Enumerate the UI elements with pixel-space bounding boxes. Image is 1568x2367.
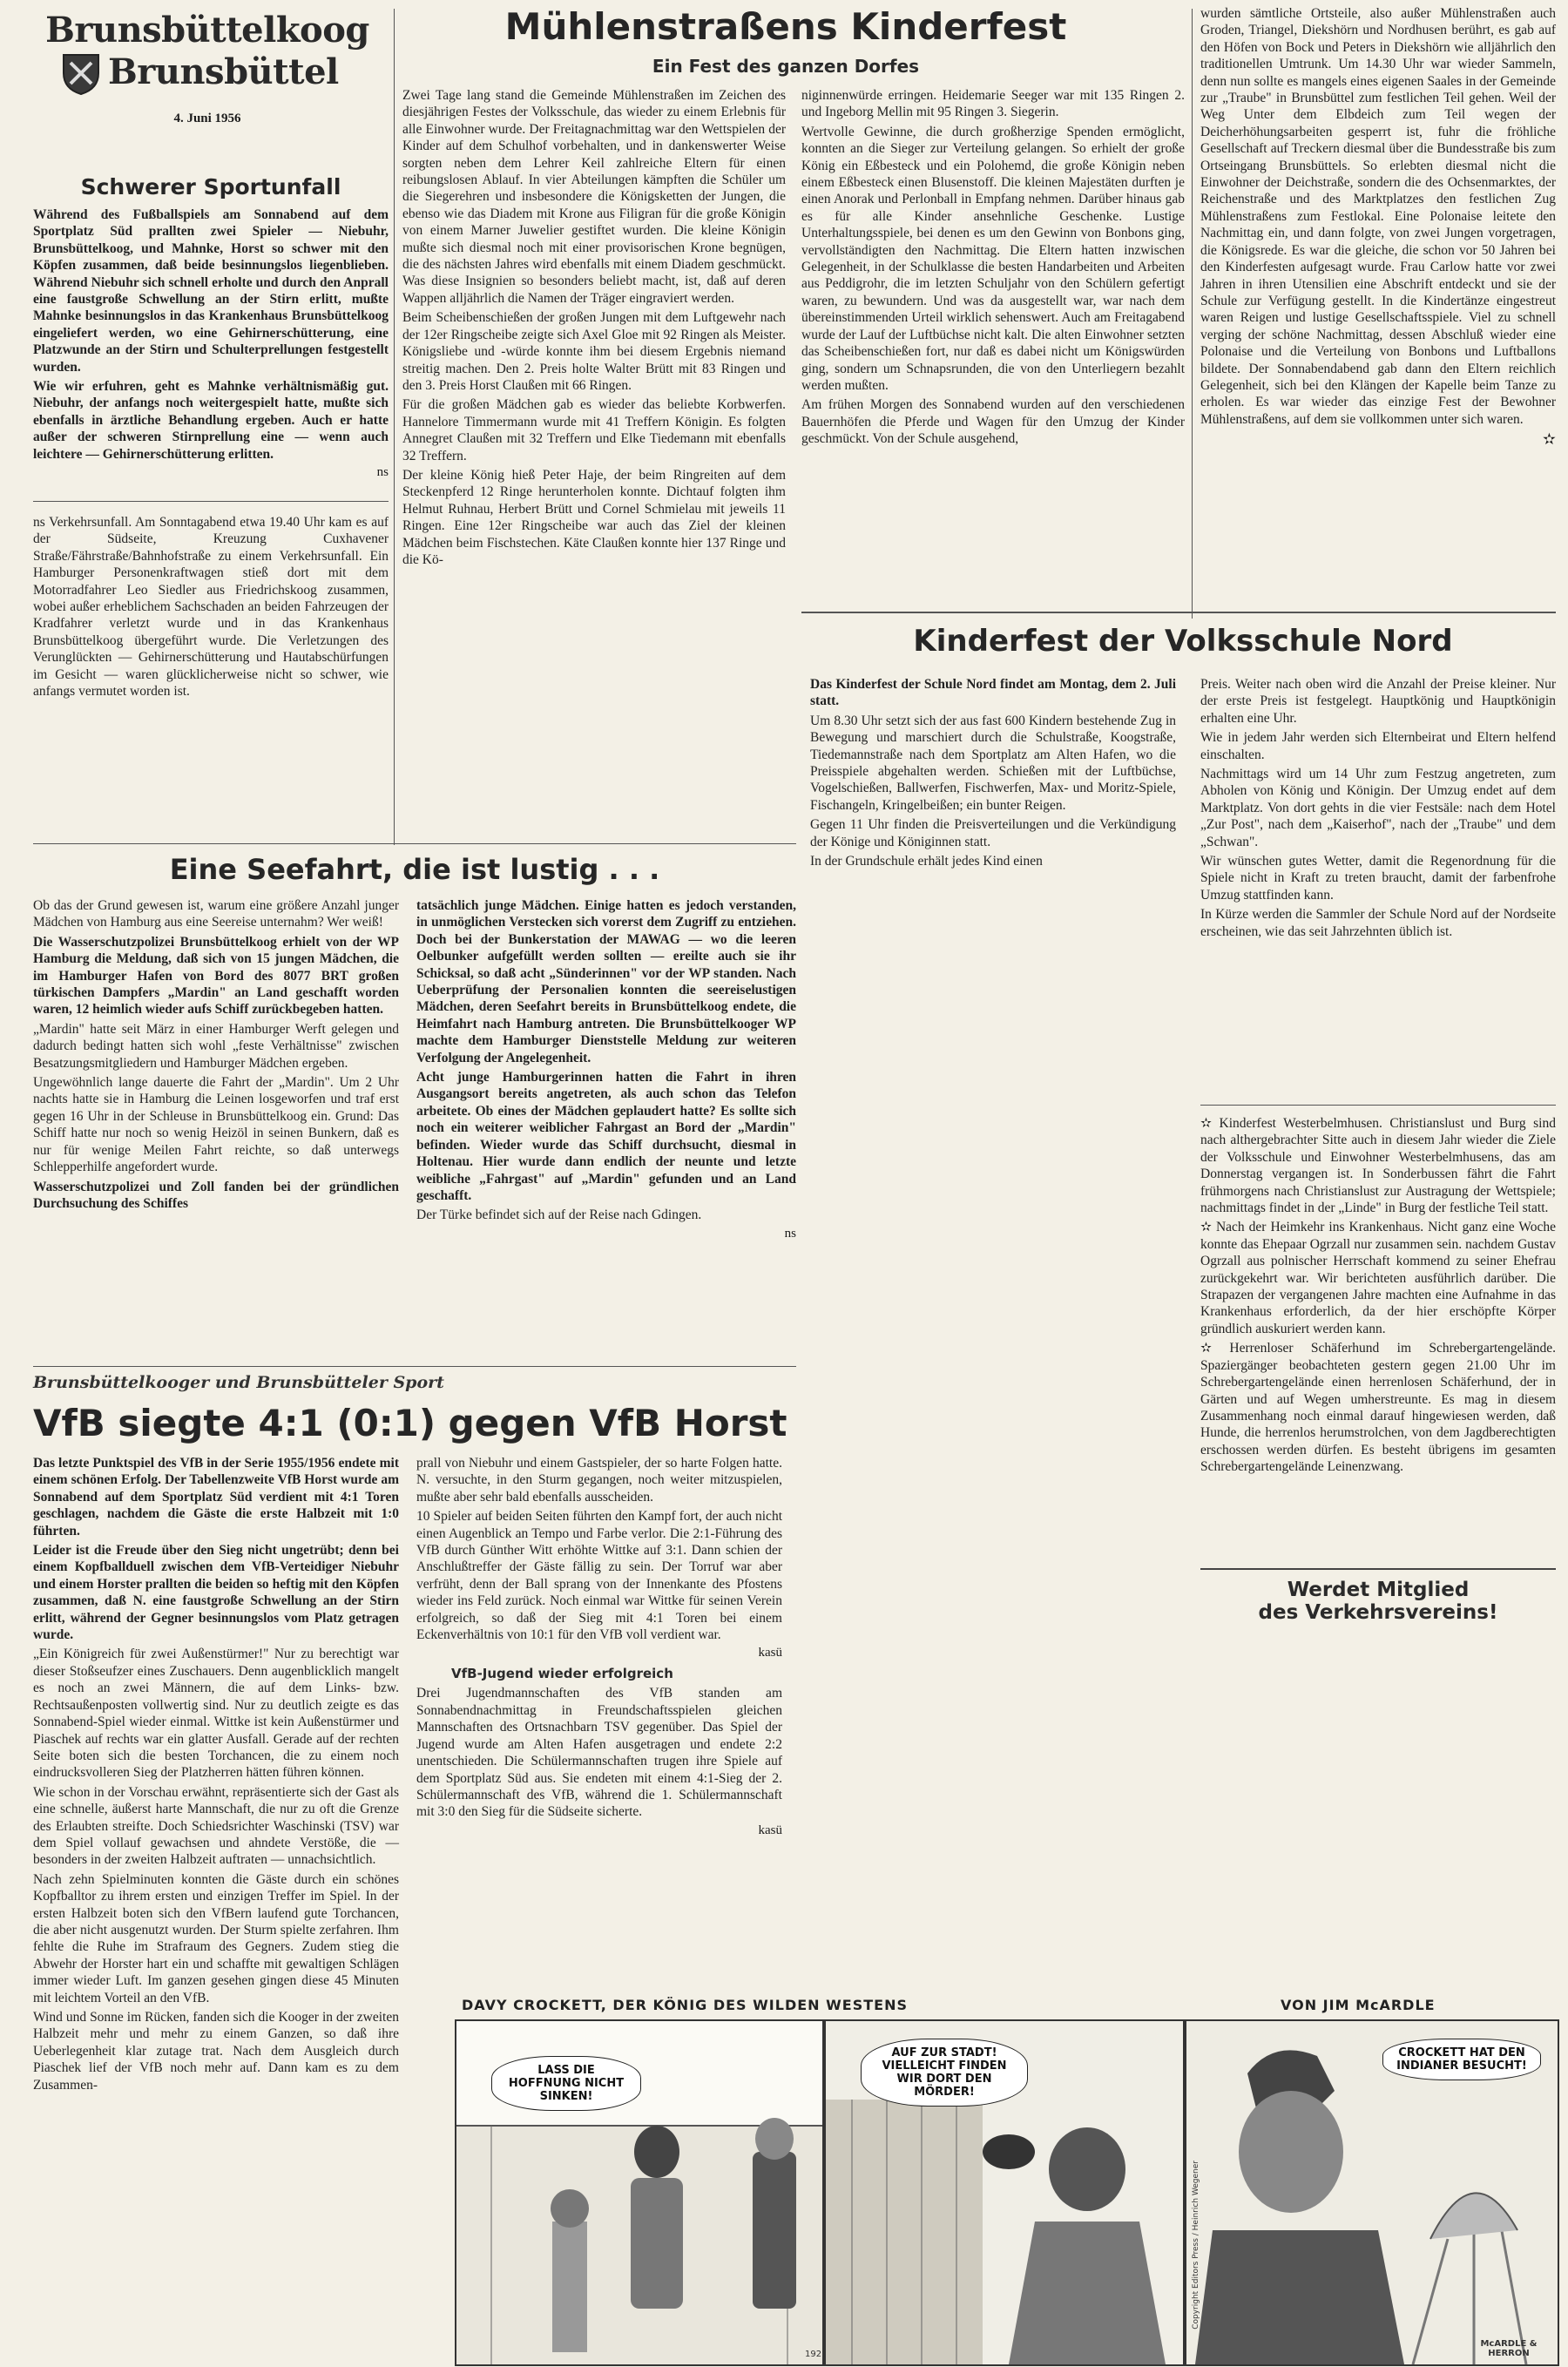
- article-paragraph: Während des Fußballspiels am Sonnabend auf dem Sportplatz Süd prallten zwei Spieler — Niebuhr, Brunsbüttelkoog, und Mahnke, Horst so schwer mit den Köpfen zusammen, daß beide besinnungslos liegenblieben. Während Niebuhr sich schnell erholte und durch den Anprall eine faustgroße Schwellung an der Stirn erlitt, mußte Mahnke besinnungslos in das Krankenhaus Brunsbüttelkoog eingeliefert werden, wo eine Gehirnerschütterung, eine Platzwunde an der Stirn und Schulterprellungen festgestellt wurden.: [33, 207, 389, 375]
- article-paragraph: Wertvolle Gewinne, die durch großherzige Spenden ermöglicht, konnten an die Sieger zur Verteilung gelangen. So erhielt der große König ein Eßbesteck und ein Polohemd, die große Königin neben einem Eßbesteck einen Blusenstoff. Die kleinen Majestäten durften je einen Anorak und Perlonball in Empfang nehmen. Darüber hinaus gab es für alle Kinder ansehnliche Geschenke. Lustige Unterhaltungsspiele, bei denen es um den Gewinn von Bonbons ging, vervollständigten den Nachmittag. Die Eltern hatten inzwischen Gelegenheit, in der Schulklasse die besten Handarbeiten und Arbeiten aus Peddigrohr, die im letzten Schuljahr von den Schülern gefertigt waren, zu bewundern. Und was da ausgestellt war, war nach dem übereinstimmenden Urteil wirklich sehenswert. Auch am Freitagabend wurde der Lauf der Luftbüchse nicht kalt. Die alten Einwohner setzten das Scheibenschießen fort, nur daß es dabei nicht um Königswürden ging, sondern um Schnapsrunden, die von den Unterliegern bezahlt werden mußten.: [801, 124, 1185, 393]
- article-sport-header: [33, 1401, 796, 1446]
- article-paragraph: Beim Scheibenschießen der großen Jungen mit dem Luftgewehr nach der 12er Ringscheibe zeigte sich Axel Gloe mit 92 Ringen als Meister. Königsliebe und -würde konnte ihm bei diesem Ergebnis niemand streitig machen. Den 2. Preis holte Walter Brütt mit 83 Ringen und den 3. Preis Horst Claußen mit 66 Ringen.: [402, 310, 786, 393]
- article-text: Nach der Heimkehr ins Krankenhaus. Nicht ganz eine Woche konnte das Ehepaar Ogrzall nur zusammen sein. nachdem Gustav Ogrzall aus polnischer Herrschaft kommend zu seiner Ehefrau zurückgekehrt war. Wir berichteten ausführlich darüber. Die Strapazen der vergangenen Jahre machten eine Aufnahme in das Krankenhaus erforderlich, da der hier erschöpfte Körper gründlich auskuriert werden kann.: [1200, 1220, 1556, 1336]
- article-text: Kinderfest Westerbelmhusen. Christianslust und Burg sind nach althergebrachter Sitte auch in diesem Jahr wieder die Ziele der Volksschule und Einwohner Westerbelmhusens, das am Donnerstag vergangen ist. In Sonderbussen fährt die Fahrt frühmorgens nach Christianslust zur Austragung der Wettspiele; nachmittags findet in der „Linde" in Burg der festliche Teil statt.: [1200, 1116, 1556, 1216]
- masthead-line2: Brunsbüttel: [108, 51, 339, 92]
- divider: [33, 843, 796, 844]
- article-title: Eine Seefahrt, die ist lustig . . .: [169, 853, 660, 886]
- article-paragraph: Acht junge Hamburgerinnen hatten die Fahrt in ihren Ausgangsort bereits angetreten, als auch schon das Telefon arbeitete. Ob eines der Mädchen geplaudert hatte? Es sollte sich noch ein weiterer weiblicher Fahrgast an Bord der „Mardin" befinden. Wieder wurde das Schiff durchsucht, diesmal in Holtenau. Hier wurde dann endlich der neunte und letzte weibliche „Fahrgast" auf „Mardin" gefunden und an Land geschafft.: [416, 1070, 796, 1203]
- author-sig: kasü: [758, 1646, 782, 1660]
- comic-panel-3: [1185, 2019, 1559, 2366]
- section-kicker: Brunsbüttelkooger und Brunsbütteler Sport: [33, 1373, 444, 1392]
- article-paragraph: Wasserschutzpolizei und Zoll fanden bei der gründlichen Durchsuchung des Schiffes: [33, 1179, 399, 1211]
- article-verkehrsunfall: [33, 514, 389, 702]
- kinderfest-column-3: [1200, 5, 1556, 449]
- speech-balloon: AUF ZUR STADT! VIELLEICHT FINDEN WIR DORT DEN MÖRDER!: [861, 2039, 1028, 2107]
- comic-title: DAVY CROCKETT, DER KÖNIG DES WILDEN WESTENS: [462, 1997, 908, 2013]
- divider: [801, 612, 1556, 613]
- masthead: [24, 10, 390, 126]
- article-paragraph: Das letzte Punktspiel des VfB in der Serie 1955/1956 endete mit einem schönen Erfolg. Der Tabellenzweite VfB Horst wurde am Sonnabend auf dem Sportplatz Süd verdient mit 4:1 Toren geschlagen, nachdem die Gäste die erste Halbzeit mit 1:0 führten.: [33, 1456, 399, 1539]
- comic-copyright: Copyright Editors Press / Heinrich Wegener: [1192, 2161, 1200, 2330]
- article-paragraph: prall von Niebuhr und einem Gastspieler, der so harte Folgen hatte. N. versuchte, in den Sturm gegangen, noch weiter mitzuspielen, mußte aber sehr bald ebenfalls ausscheiden.: [416, 1456, 782, 1505]
- article-nord-header: [810, 624, 1556, 659]
- author-sig: kasü: [758, 1823, 782, 1837]
- article-text: Herrenloser Schäferhund im Schrebergartengelände. Spaziergänger beobachteten gestern gegen 21.00 Uhr im Schrebergartengelände einen herrenlosen Schäferhund, der in Gärten und auf Wegen umherstreunte. Es mag in diesem Zusammenhang noch einmal darauf hingewiesen werden, daß Hunde, die herrenlos herumstrolchen, von dem Jagdberechtigten erschossen werden dürfen. Es besteht übrigens im gesamten Schrebergartengelände Leinenzwang.: [1200, 1341, 1556, 1475]
- column-rule: [1192, 9, 1193, 619]
- article-paragraph: Drei Jugendmannschaften des VfB standen am Sonnabendnachmittag in Freundschaftsspielen gleichen Mannschaften des Ortsnachbarn TSV gegenüber. Das Spiel der Jugend wurde am Alten Hafen ausgetragen und endete 2:2 unentschieden. Die Schülermannschaften trugen ihre Spiele auf dem Sportplatz Süd aus. Sie endeten mit einem 4:1-Sieg der 2. Schülermannschaft des VfB, während die 1. Schülermannschaft mit 3:0 den Sieg für die Südseite sicherte.: [416, 1686, 782, 1820]
- verkehrsverein-box: [1200, 1568, 1556, 1624]
- article-lead: Das Kinderfest der Schule Nord findet am Montag, dem 2. Juli statt.: [810, 677, 1176, 709]
- article-paragraph: niginnenwürde erringen. Heidemarie Seeger war mit 135 Ringen 2. und Ingeborg Mellin mit 95 Ringen 3. Siegerin.: [801, 88, 1185, 120]
- comic-signature: McARDLE & HERRON: [1480, 2339, 1538, 2358]
- comic-number: 192: [805, 2350, 822, 2359]
- article-sportunfall: [33, 174, 389, 480]
- divider: [33, 501, 389, 502]
- article-paragraph: 10 Spieler auf beiden Seiten führten den Kampf fort, der auch nicht einen Augenblick an Tempo und Farbe verlor. Die 2:1-Führung des VfB durch Günther Witt erhöhte Wittke auf 3:1. Dann schien der Anschlußtreffer der Gäste fällig zu sein. Der Torruf war aber verfrüht, denn der Ball sprang von der Innenkante des Pfostens wieder ins Feld zurück. Noch einmal war Wittke für seinen Verein erfolgreich, so daß der Sieg mit 4:1 Toren bei einem Eckenverhältnis von 10:1 für den VfB voll verdient war.: [416, 1509, 782, 1643]
- article-paragraph: Am frühen Morgen des Sonnabend wurden auf den verschiedenen Bauernhöfen die Pferde und Wagen für den Umzug der Kinder geschmückt. Von der Schule ausgehend,: [801, 397, 1185, 447]
- article-paragraph: Der Türke befindet sich auf der Reise nach Gdingen.: [416, 1207, 702, 1223]
- article-kinderfest-header: [402, 5, 1169, 77]
- comic-author: VON JIM McARDLE: [1281, 1997, 1436, 2013]
- article-paragraph: Für die großen Mädchen gab es wieder das beliebte Korbwerfen. Hannelore Timmermann wurde mit 41 Treffern Königin. Es folgten Annegret Claußen mit 32 Treffern und Elke Tiedemann mit ebenfalls 32 Treffern.: [402, 397, 786, 463]
- article-paragraph: ns Verkehrsunfall. Am Sonntagabend etwa 19.40 Uhr kam es auf der Südseite, Kreuzung Cuxhavener Straße/Fährstraße/Bahnhofstraße zu einem Verkehrsunfall. Ein Hamburger Personenkraftwagen stieß dort mit dem Motorradfahrer Leo Siedler aus Friedrichskoog zusammen, wobei außer erheblichem Sachschaden an beiden Fahrzeugen der Kradfahrer verletzt wurde und in das Krankenhaus Brunsbüttelkoog übergeführt wurde. Die Verletzungen des Verunglückten — Gehirnerschütterung und Hautabschürfungen im Gesicht — waren glücklicherweise nicht so schwer, wie anfangs vermutet worden ist.: [33, 515, 389, 700]
- article-paragraph: Leider ist die Freude über den Sieg nicht ungetrübt; denn bei einem Kopfballduell zwischen dem VfB-Verteidiger Niebuhr und einem Horster prallten die beiden so heftig mit den Köpfen zusammen, daß N. eine faustgroße Schwellung an der Stirn erlitt, während der Gegner besinnungslos vom Platz getragen wurde.: [33, 1543, 399, 1643]
- article-paragraph: „Mardin" hatte seit März in einer Hamburger Werft gelegen und dadurch bedingt hatten sich wohl „feste Verhältnisse" zwischen Besatzungsmitgliedern und Hamburger Mädchen ergeben.: [33, 1021, 399, 1071]
- article-paragraph: In der Grundschule erhält jedes Kind einen: [810, 854, 1043, 869]
- comic-panel-1: [455, 2019, 824, 2366]
- article-paragraph: Nachmittags wird um 14 Uhr zum Festzug angetreten, zum Abholen von König und Königin. Der Umzug endet auf dem Marktplatz. Von dort gehts in die vier Festsäle: nach dem Hotel „Zur Post", nach dem „Kaiserhof", nach der „Traube" und dem „Schwan".: [1200, 767, 1556, 849]
- star-icon: ✫: [1200, 1116, 1220, 1131]
- article-title: Kinderfest der Volksschule Nord: [913, 624, 1453, 659]
- article-paragraph: Gegen 11 Uhr finden die Preisverteilungen und die Verkündigung der Könige und Königinnen statt.: [810, 817, 1176, 849]
- jugend-title: VfB-Jugend wieder erfolgreich: [451, 1666, 673, 1682]
- article-paragraph: Um 8.30 Uhr setzt sich der aus fast 600 Kindern bestehende Zug in Bewegung und marschiert durch die Schulstraße, Koogstraße, Tiedemannstraße nach dem Sportplatz am Alten Hafen, wo die Preisspiele abgehalten werden. Schießen mit der Luftbüchse, Vogelschießen, Ballwerfen, Fischwerfen, Max- und Moritz-Spiele, Fischangeln, Kringelbeißen; ein bunter Reigen.: [810, 713, 1176, 813]
- coat-of-arms-icon: [59, 51, 103, 96]
- divider: [33, 1366, 796, 1367]
- article-paragraph: Nach zehn Spielminuten konnten die Gäste durch ein schönes Kopfballtor zu ihrem ersten und einzigen Treffer im Spiel. In der ersten Halbzeit boten sich den VfBern laufend gute Torchancen, die aber nicht ausgenutzt wurden. Der Sturm spielte zerfahren. Ihm fehlte die Ruhe im Strafraum des Gegners. Zudem stieg die Abwehr der Horster hart ein und schaffte mit gewaltigen Schlägen immer wieder Luft. Im ganzen gesehen gingen diese 45 Minuten mit leichtem Vorteil an den VfB.: [33, 1871, 399, 2005]
- sport-kicker: [33, 1373, 556, 1392]
- article-paragraph: [1200, 1219, 1556, 1337]
- article-paragraph: In Kürze werden die Sammler der Schule Nord auf der Nordseite erscheinen, wie das seit Jahrzehnten üblich ist.: [1200, 907, 1556, 939]
- article-paragraph: „Ein Königreich für zwei Außenstürmer!" Nur zu berechtigt war dieser Stoßseufzer eines Zuschauers. Denn augenblicklich mangelt es noch an zwei Männern, die auf dem Links- bzw. Rechtsaußenposten vollwertig sind. Nur zu deutlich zeigte es das Sonnabend-Spiel wieder einmal. Wittke ist kein Außenstürmer und Piaschek auf rechts war ein glatter Ausfall. Gerade auf der rechten Seite boten sich die besten Torchancen, die zu einem noch eindrucksvolleren Sieg der Platzherren hätten führen können.: [33, 1647, 399, 1781]
- sport-column-2: [416, 1455, 782, 1838]
- seefahrt-column-1: [33, 897, 399, 1214]
- masthead-line1: Brunsbüttelkoog: [45, 10, 369, 51]
- sport-column-1: [33, 1455, 399, 2096]
- star-icon: ✫: [1200, 1220, 1216, 1235]
- article-paragraph: Der kleine König hieß Peter Haje, der beim Ringreiten auf dem Steckenpferd 12 Ringe herunterholen konnte. Dichtauf folgten ihm Helmut Ruhnau, Herbert Brütt und Cornel Schmielau mit jeweils 11 Ringen. Eine 12er Ringscheibe war auch das Ziel der kleinen Mädchen beim Fischstechen. Käte Claußen konnte hier 137 Ringe und die Kö-: [402, 467, 786, 567]
- article-paragraph: Ungewöhnlich lange dauerte die Fahrt der „Mardin". Um 2 Uhr nachts hatte sie in Hamburg die Leinen losgeworfen und traf erst gegen 16 Uhr in der Schleuse in Brunsbüttelkoog ein. Grund: Das Schiff hatte nur noch so wenig Heizöl in seinen Bunkern, daß es nur für wenige Meilen Fahrt reichte, so daß unterwegs Schlepperhilfe angefordert wurde.: [33, 1075, 399, 1175]
- issue-date: 4. Juni 1956: [173, 112, 241, 125]
- article-paragraph: Wie in jedem Jahr werden sich Elternbeirat und Eltern helfend einschalten.: [1200, 730, 1556, 762]
- masthead-crest-row: [24, 51, 390, 96]
- nord-column-2: [1200, 676, 1556, 943]
- article-seefahrt-header: [33, 852, 796, 887]
- article-paragraph: tatsächlich junge Mädchen. Einige hatten es jedoch verstanden, in unmöglichen Verstecken sich vorerst dem Zugriff zu entziehen. Doch bei der Bunkerstation der MAWAG — wo die leeren Oelbunker aufgefüllt werden sollten — ereilte auch sie ihr Schicksal, so daß acht „Sünderinnen" vor der WP standen. Nach Ueberprüfung der Personalien konnten die seereiselustigen Mädchen, deren Seefahrt bereits in Brunsbüttelkoog endete, die Heimfahrt nach Hamburg antreten. Die Brunsbüttelkooger WP machte dem Hamburger Dienststelle Meldung zur weiteren Verfolgung der Angelegenheit.: [416, 898, 796, 1065]
- article-title: VfB siegte 4:1 (0:1) gegen VfB Horst: [33, 1402, 787, 1444]
- star-icon: ✫: [1200, 1341, 1230, 1356]
- article-paragraph: Wie schon in der Vorschau erwähnt, repräsentierte sich der Gast als eine schnelle, äußerst harte Mannschaft, die nur zu oft die Grenze des Erlaubten streifte. Doch Schiedsrichter Waschinski (TSV) war dem Spiel vollauf gewachsen und ahndete Verstöße, die — besonders in der zweiten Halbzeit auftraten — unnachsichtlich.: [33, 1784, 399, 1868]
- author-sig: ns: [376, 465, 389, 480]
- article-paragraph: Die Wasserschutzpolizei Brunsbüttelkoog erhielt von der WP Hamburg die Meldung, daß sich von 15 jungen Mädchen, die im Hamburger Hafen von Bord des 8077 BRT großen türkischen Dampfers „Mardin" an Land geschafft worden waren, 12 heimlich wieder aufs Schiff zurückbegeben hatten.: [33, 934, 399, 1018]
- star-icon: ✫: [1542, 430, 1556, 450]
- kinderfest-column-1: [402, 87, 786, 571]
- article-subtitle: Ein Fest des ganzen Dorfes: [652, 56, 920, 77]
- column-rule: [394, 9, 395, 845]
- article-paragraph: Wie wir erfuhren, geht es Mahnke verhältnismäßig gut. Niebuhr, der anfangs noch weitergespielt hatte, mußte sich ebenfalls in ärztliche Behandlung ergeben. Auch er hatte außer der schweren Stirnprellung eine — wenn auch leichtere — Gehirnerschütterung erlitten.: [33, 379, 389, 462]
- verkehrsverein-line1: Werdet Mitglied: [1287, 1579, 1470, 1601]
- seefahrt-column-2: [416, 897, 796, 1241]
- article-title: Mühlenstraßens Kinderfest: [504, 5, 1067, 48]
- verkehrsverein-line2: des Verkehrsvereins!: [1258, 1601, 1498, 1624]
- divider: [1200, 1105, 1556, 1106]
- speech-balloon: LASS DIE HOFFNUNG NICHT SINKEN!: [491, 2056, 641, 2111]
- article-westerbelmhusen: [1200, 1115, 1556, 1478]
- article-paragraph: Preis. Weiter nach oben wird die Anzahl der Preise kleiner. Nur der erste Preis ist festgelegt. Hauptkönig und Hauptkönigin erhalten eine Uhr.: [1200, 677, 1556, 726]
- author-sig: ns: [784, 1226, 796, 1241]
- article-paragraph: Wir wünschen gutes Wetter, damit die Regenordnung für die Spiele nicht in Kraft zu treten braucht, damit der farbenfrohe Umzug stattfinden kann.: [1200, 854, 1556, 903]
- article-paragraph: wurden sämtliche Ortsteile, also außer Mühlenstraßen auch Groden, Triangel, Diekshörn und Nordhusen berührt, es gab auf den Höfen von Bock und Peters in Diekshörn wie alljährlich den traditionellen Umtrunk. Um 14.30 Uhr war wieder Sammeln, denn nun sollte es mangels eines eigenen Saales in der Gemeinde zur „Traube" in Brunsbüttel zum festlichen Teil gehen. Weil der Weg Unter dem Elbdeich zum Teil wegen der Deicherhöhungsarbeiten gesperrt ist, fuhr die fröhliche Gesellschaft auf Treckern diesmal über die Bundesstraße bis zum Ortseingang Brunsbüttels. So erlebten diesmal nicht die Einwohner der Deichstraße, sondern die des Ochsenmarktes, der Reichenstraße und des Marktplatzes den festlichen Zug Mühlenstraßens zum Festlokal. Eine Polonaise leitete den Nachmittag ein, und dann folgte, von zwei Jungen vorgetragen, die Königsrede. Es war die gleiche, die schon vor 50 Jahren bei den Kinderfesten aufgesagt wurde. Frau Carlow hatte vor zwei Jahren in ihren Utensilien eine Abschrift entdeckt und sie der Schule zur Verfügung gestellt. In die Kindertänze eingestreut waren Reigen und lustige Gesellschaftsspiele. Viel zu schnell verging der schöne Nachmittag, dessen Abschluß wieder eine Polonaise und die Verteilung von Bonbons und Luftballons bildete. Der Sonnabendabend gab dann den Eltern reichlich Gelegenheit, sich bei den Klängen der Kapelle beim Tanze zu erholen. Es war wieder das einzige Fest der Bewohner Mühlenstraßens, auf dem sie vollkommen unter sich waren.: [1200, 6, 1556, 427]
- article-paragraph: Zwei Tage lang stand die Gemeinde Mühlenstraßen im Zeichen des diesjährigen Festes der Volksschule, das wieder zu einem Erlebnis für alle Einwohner wurde. Der Freitagnachmittag war den Wettspielen der Kinder auf dem Schulhof vorbehalten, und in dankenswerter Weise sorgten neben dem Lehrer Keil zahlreiche Eltern für einen reibungslosen Ablauf. In vier Abteilungen kämpften die Schüler um die Siegerehren und insbesondere die Königsketten der Jungen, die ebenso wie das Diadem mit Krone aus Filigran für die große Königin von einem Marner Juwelier gestiftet wurden. Die kleine Königin mußte sich diesmal noch mit einer provisorischen Krone begnügen, die des nächsten Jahres wird ebenfalls mit einem Diadem geschmückt. Was diese Insignien so besonders beliebt macht, ist, daß auf deren Wappen alljährlich die Namen der Träger eingraviert werden.: [402, 88, 786, 306]
- article-paragraph: Wind und Sonne im Rücken, fanden sich die Kooger in der zweiten Halbzeit mehr und mehr zu einem Ganzen, so daß ihre Ueberlegenheit klar zutage trat. Nach dem Ausgleich durch Piaschek lief der VfB noch mehr auf. Dann kam es zu dem Zusammen-: [33, 2010, 399, 2093]
- article-paragraph: Ob das der Grund gewesen ist, warum eine größere Anzahl junger Mädchen von Hamburg aus eine Seereise unternahm? Wer weiß!: [33, 898, 399, 930]
- article-title: Schwerer Sportunfall: [80, 174, 341, 200]
- comic-panel-2: [824, 2019, 1185, 2366]
- nord-column-1: [810, 676, 1176, 872]
- article-paragraph: [1200, 1115, 1556, 1216]
- article-paragraph: [1200, 1340, 1556, 1475]
- speech-balloon: CROCKETT HAT DEN INDIANER BESUCHT!: [1382, 2039, 1541, 2080]
- kinderfest-column-2: [801, 87, 1185, 450]
